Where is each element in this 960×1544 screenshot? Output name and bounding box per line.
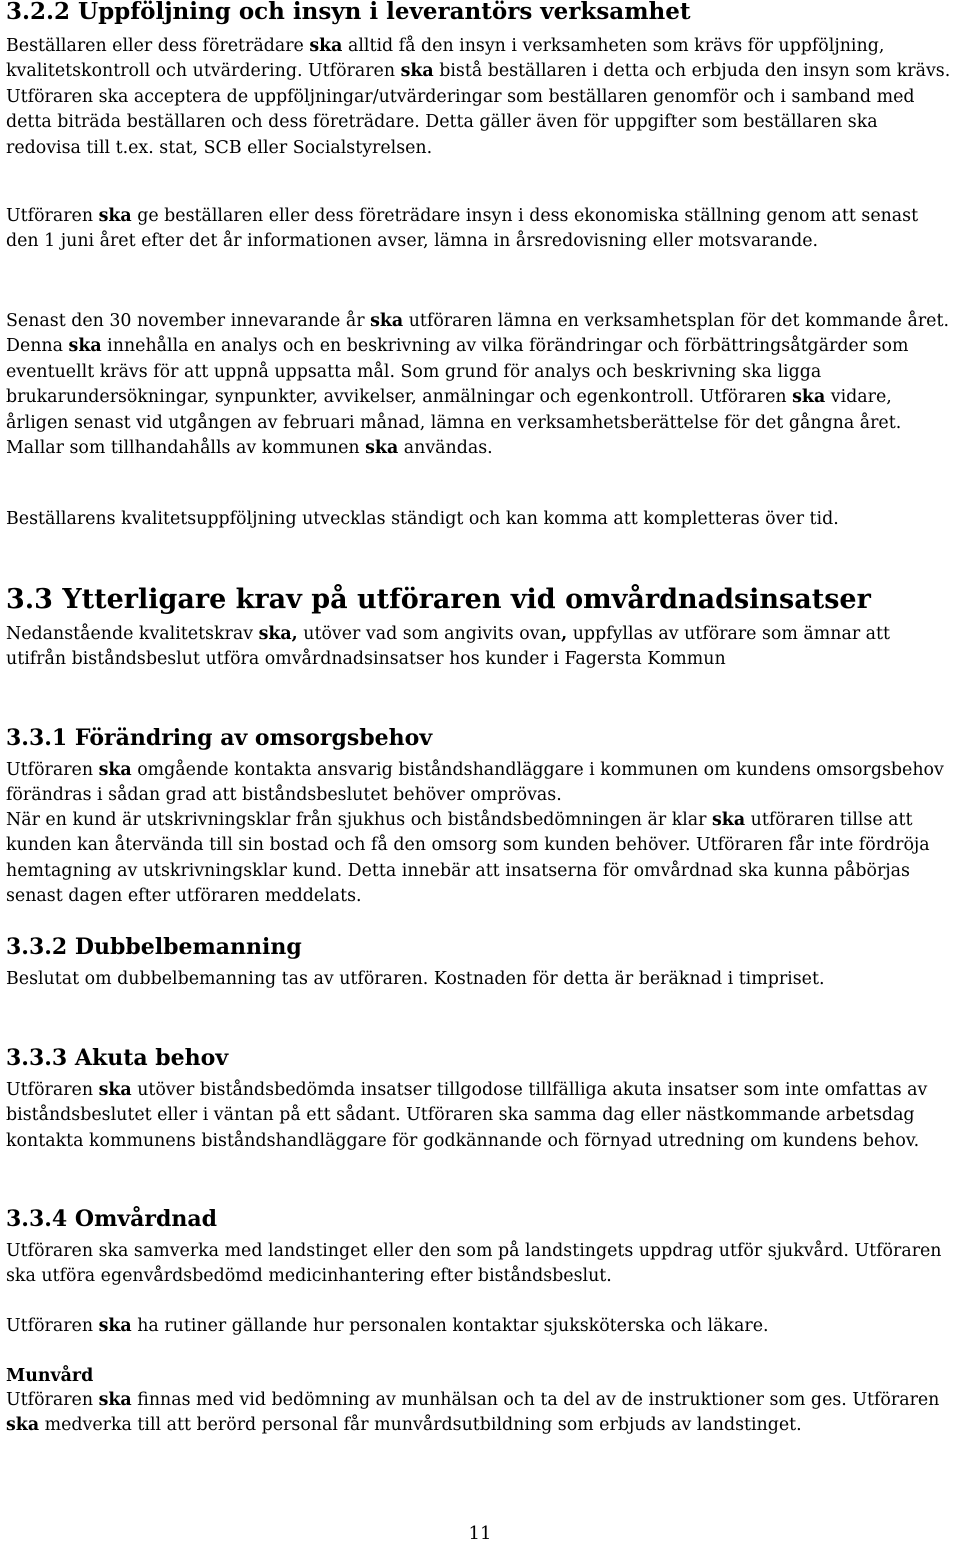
emphasis-text: ska (98, 1316, 132, 1336)
paragraph (6, 808, 954, 910)
section-heading-3-2-2: 3.2.2 Uppföljning och insyn i leverantörs verksamhet (6, 0, 691, 25)
emphasis-text: ska (98, 206, 132, 226)
emphasis-text: , (561, 624, 568, 644)
paragraph (6, 1239, 954, 1290)
text-run: användas. (398, 438, 493, 459)
paragraph (6, 967, 954, 992)
text-run: utöver biståndsbedömda insatser tillgodose tillfälliga akuta insatser som inte omfattas av biståndsbeslutet eller i väntan på ett sådant. Utföraren ska samma dag eller nästkommande arbetsdag kontakta kommunens biståndshandläggare för godkännande och förnyad utredning om kundens behov. (6, 1080, 928, 1151)
text-run: Utföraren (6, 1390, 99, 1410)
emphasis-text: ska (370, 311, 404, 331)
emphasis-text: ska (365, 438, 399, 459)
text-run: innehålla en analys och en beskrivning av vilka förändringar och förbättringsåtgärder som eventuellt krävs för att uppnå uppsatta mål. Som grund för analys och beskrivning ska ligga brukarundersökningar, synpunkter, avvikelser, anmälningar och egenkontroll. Utföraren (6, 336, 909, 408)
text-run: utöver vad som angivits ovan (297, 624, 562, 644)
emphasis-text: ska, (258, 624, 298, 644)
paragraph (6, 507, 954, 532)
text-run: utföraren tillse att kunden kan återvända till sin bostad och få den omsorg som kunden behöver. Utföraren får inte fördröja hemtagning av utskrivningsklar kund. Detta innebär att insatserna för omvårdnad ska kunna påbörjas senast dagen efter utföraren meddelats. (6, 810, 930, 907)
text-run: Beställaren eller dess företrädare (6, 36, 310, 56)
text-run: Beställarens kvalitetsuppföljning utvecklas ständigt och kan komma att kompletteras över tid. (6, 509, 839, 529)
text-run: ha rutiner gällande hur personalen kontaktar sjuksköterska och läkare. (131, 1316, 769, 1336)
text-run: vidare, årligen senast vid utgången av februari månad, lämna en verksamhetsberättelse för det gångna året. Mallar som tillhandahålls av kommunen (6, 387, 902, 459)
section-heading-3-3-3: 3.3.3 Akuta behov (6, 1045, 229, 1071)
text-run: ge beställaren eller dess företrädare insyn i dess ekonomiska ställning genom att senast den 1 juni året efter det år informationen avser, lämna in årsredovisning eller motsvarande. (6, 206, 919, 252)
emphasis-text: ska (68, 336, 102, 357)
emphasis-text: ska (6, 1415, 40, 1436)
paragraph (6, 1314, 954, 1339)
text-run: Utföraren (6, 206, 99, 226)
section-heading-3-3-1: 3.3.1 Förändring av omsorgsbehov (6, 725, 433, 751)
text-run: Utföraren (6, 1080, 99, 1100)
paragraph (6, 34, 954, 161)
section-heading-3-3-4: 3.3.4 Omvårdnad (6, 1206, 217, 1232)
text-run: När en kund är utskrivningsklar från sjukhus och biståndsbedömningen är klar (6, 810, 713, 830)
section-heading-3-3: 3.3 Ytterligare krav på utföraren vid omvårdnadsinsatser (6, 584, 871, 615)
subheading-munvard: Munvård (6, 1366, 94, 1386)
text-run: Nedanstående kvalitetskrav (6, 624, 259, 644)
text-run: Beslutat om dubbelbemanning tas av utföraren. Kostnaden för detta är beräknad i timpriset. (6, 969, 825, 989)
emphasis-text: ska (98, 1390, 132, 1410)
emphasis-text: ska (98, 1080, 132, 1100)
paragraph (6, 309, 954, 461)
emphasis-text: ska (712, 810, 746, 830)
text-run: Utföraren (6, 1316, 99, 1336)
text-run: finnas med vid bedömning av munhälsan och ta del av de instruktioner som ges. Utföraren (131, 1390, 940, 1410)
section-heading-3-3-2: 3.3.2 Dubbelbemanning (6, 934, 302, 960)
paragraph (6, 204, 954, 255)
emphasis-text: ska (400, 61, 434, 82)
paragraph (6, 1078, 954, 1154)
text-run: utföraren lämna en verksamhetsplan för det kommande året. Denna (6, 311, 949, 357)
text-run: alltid få den insyn i verksamheten som krävs för uppföljning, kvalitetskontroll och utvärdering. Utföraren (6, 36, 885, 82)
text-run: medverka till att berörd personal får munvårdsutbildning som erbjuds av landstinget. (39, 1415, 802, 1436)
text-run: Senast den 30 november innevarande år (6, 311, 371, 331)
emphasis-text: ska (792, 387, 826, 408)
text-run: omgående kontakta ansvarig biståndshandläggare i kommunen om kundens omsorgsbehov förändras i sådan grad att biståndsbeslutet behöver omprövas. (6, 760, 944, 806)
text-run: Utföraren ska samverka med landstinget eller den som på landstingets uppdrag utför sjukvård. Utföraren ska utföra egenvårdsbedömd medicinhantering efter biståndsbeslut. (6, 1241, 942, 1287)
page-number: 11 (468, 1523, 492, 1544)
emphasis-text: ska (309, 36, 343, 56)
text-run: bistå beställaren i detta och erbjuda den insyn som krävs. Utföraren ska acceptera de uppföljningar/utvärderingar som beställaren genomför och i samband med detta biträda beställaren och dess företrädare. Detta gäller även för uppgifter som beställaren ska redovisa till t.ex. stat, SCB eller Socialstyrelsen. (6, 61, 951, 158)
text-run: Utföraren (6, 760, 99, 780)
paragraph (6, 758, 954, 809)
emphasis-text: ska (98, 760, 132, 780)
text-run: uppfyllas av utförare som ämnar att utifrån biståndsbeslut utföra omvårdnadsinsatser hos kunder i Fagersta Kommun (6, 624, 891, 670)
paragraph (6, 1388, 954, 1439)
paragraph (6, 622, 954, 673)
